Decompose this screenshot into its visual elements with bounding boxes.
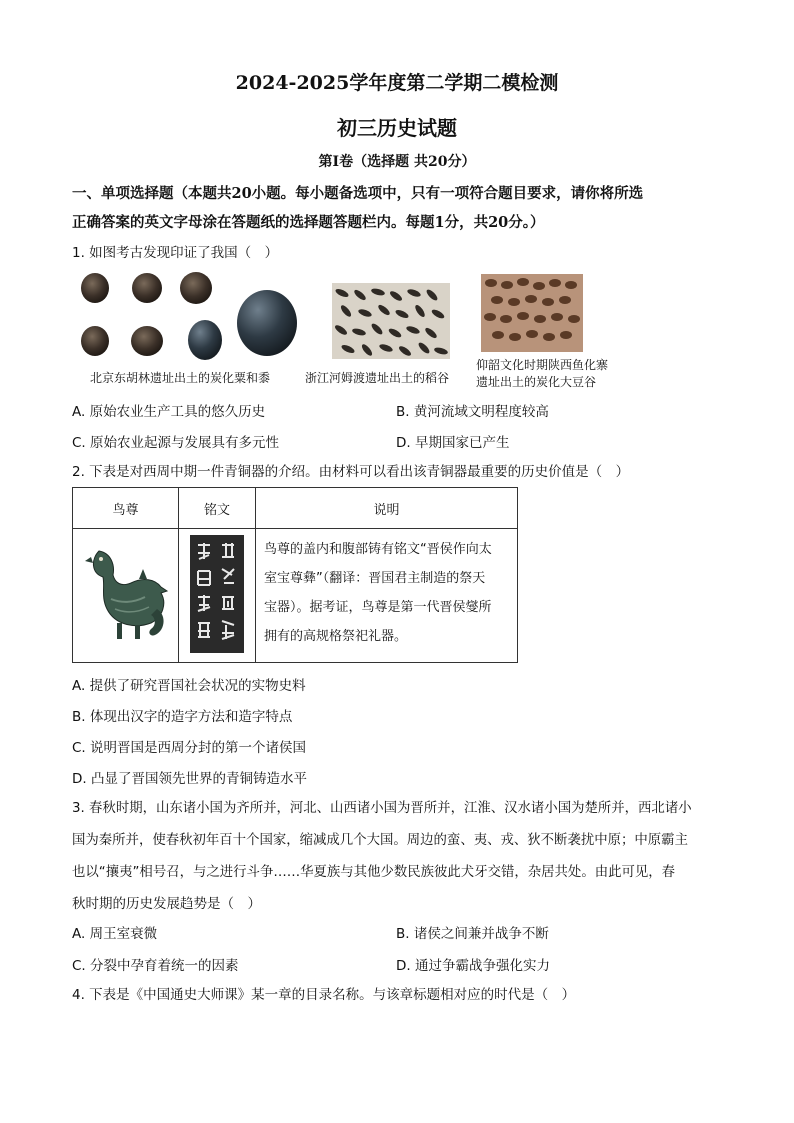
description-line: 鸟尊的盖内和腹部铸有铭文“晋侯作向太 — [264, 542, 492, 557]
question-3-line2: 国为秦所并，使春秋初年百十个国家，缩减成几个大国。周边的蛮、夷、戎、狄不断袭扰中原；中原霸主 — [72, 833, 688, 848]
description-line: 宝器）。据考证，鸟尊是第一代晋侯燮所 — [264, 600, 492, 615]
exam-title: 2024-2025学年度第二学期二模检测 — [235, 72, 559, 94]
caption-rice: 浙江河姆渡遗址出土的稻谷 — [305, 371, 450, 385]
inscription-cell — [179, 529, 256, 663]
bronze-table — [72, 487, 518, 663]
section-heading-line2: 正确答案的英文字母涂在答题纸的选择题答题栏内。每题1分，共20分。） — [72, 214, 545, 231]
inscription-rubbing-image — [190, 535, 244, 653]
question-3-line4: 秋时期的历史发展趋势是（ ） — [72, 896, 261, 912]
q2-option-c[interactable]: C. 说明晋国是西周分封的第一个诸侯国 — [72, 740, 307, 756]
q1-option-c[interactable]: C. 原始农业起源与发展具有多元性 — [72, 435, 280, 451]
question-3-line3: 也以“攘夷”相号召，与之进行斗争……华夏族与其他少数民族彼此犬牙交错，杂居共处。由此可见，春 — [72, 865, 676, 880]
q2-option-d[interactable]: D. 凸显了晋国领先世界的青铜铸造水平 — [72, 771, 307, 787]
soybeans-image — [481, 274, 583, 352]
volume-title: 第Ⅰ卷（选择题 共20分） — [318, 154, 476, 170]
bird-zun-cell — [73, 529, 179, 663]
section-heading-line1: 一、单项选择题（本题共20小题。每小题备选项中，只有一项符合题目要求，请你将所选 — [72, 185, 644, 202]
q1-option-a[interactable]: A. 原始农业生产工具的悠久历史 — [72, 404, 266, 420]
question-3-line1: 3. 春秋时期，山东诸小国为齐所并，河北、山西诸小国为晋所并，江淮、汉水诸小国为楚所并，西北诸小 — [72, 801, 692, 816]
subject-title: 初三历史试题 — [337, 116, 457, 140]
description-line: 拥有的高规格祭祀礼器。 — [264, 629, 408, 644]
q2-option-b[interactable]: B. 体现出汉字的造字方法和造字特点 — [72, 709, 293, 725]
millet-grains-image — [74, 268, 302, 368]
rice-grains-image — [332, 283, 450, 359]
caption-soy-line1: 仰韶文化时期陕西鱼化寨 — [476, 358, 609, 372]
q3-option-d[interactable]: D. 通过争霸战争强化实力 — [396, 958, 550, 974]
q3-option-a[interactable]: A. 周王室衰微 — [72, 926, 158, 942]
q1-option-b[interactable]: B. 黄河流域文明程度较高 — [396, 404, 549, 420]
caption-soy-line2: 遗址出土的炭化大豆谷 — [476, 375, 597, 389]
table-header-inscription: 铭文 — [179, 488, 256, 529]
q3-option-c[interactable]: C. 分裂中孕育着统一的因素 — [72, 958, 239, 974]
q1-option-d[interactable]: D. 早期国家已产生 — [396, 435, 510, 451]
caption-millet: 北京东胡林遗址出土的炭化粟和黍 — [90, 371, 271, 385]
description-cell — [256, 529, 518, 663]
question-4-stem: 4. 下表是《中国通史大师课》某一章的目录名称。与该章标题相对应的时代是（ ） — [72, 987, 576, 1003]
q2-option-a[interactable]: A. 提供了研究晋国社会状况的实物史料 — [72, 678, 306, 694]
bird-zun-vessel-image — [81, 539, 171, 649]
question-2-stem: 2. 下表是对西周中期一件青铜器的介绍。由材料可以看出该青铜器最重要的历史价值是（ ） — [72, 464, 630, 480]
question-1-stem: 1. 如图考古发现印证了我国（ ） — [72, 245, 279, 261]
table-header-bird-zun: 鸟尊 — [73, 488, 179, 529]
q3-option-b[interactable]: B. 诸侯之间兼并战争不断 — [396, 926, 549, 942]
description-line: 室宝尊彝”（翻译：晋国君主制造的祭天 — [264, 571, 486, 586]
table-header-description: 说明 — [256, 488, 518, 529]
